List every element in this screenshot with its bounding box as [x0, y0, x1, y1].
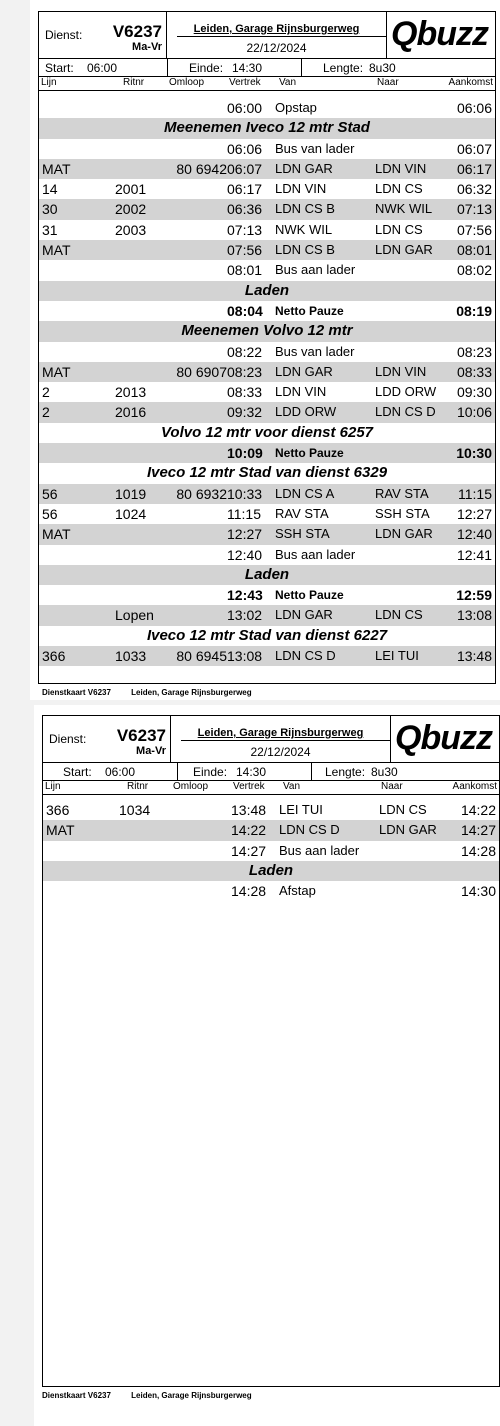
trip-row [39, 504, 495, 524]
cell-vertrek: 08:01 [227, 262, 263, 279]
cell-lijn: MAT [46, 822, 75, 839]
trip-row [39, 98, 495, 118]
cell-vertrek: 12:40 [227, 546, 263, 563]
cell-ritnr: 1034 [119, 802, 151, 818]
schedule-rows [43, 800, 499, 901]
section-title: Meenemen Iveco 12 mtr Stad [164, 119, 370, 137]
cell-vertrek: 06:00 [227, 100, 263, 116]
section-title: Laden [244, 565, 290, 583]
col-omloop: Omloop [169, 77, 205, 88]
card-header [43, 716, 499, 763]
cell-naar: LDN GAR [375, 242, 433, 258]
cell-aankomst: 14:22 [460, 802, 496, 818]
location-box [167, 12, 387, 58]
lengte-value: 8u30 [369, 61, 396, 75]
pause-row [39, 443, 495, 463]
cell-lijn: 2 [42, 404, 50, 421]
cell-vertrek: 06:07 [227, 160, 263, 177]
cell-vertrek: 14:22 [231, 822, 267, 839]
cell-vertrek: 14:28 [231, 883, 267, 900]
col-van: Van [283, 781, 301, 792]
section-title-row [39, 281, 495, 301]
times-row [39, 59, 495, 77]
cell-naar: LDN CS [375, 181, 423, 197]
col-lijn: Lijn [41, 77, 57, 88]
footer-location: Leiden, Garage Rijnsburgerweg [131, 688, 252, 697]
duty-card [42, 715, 500, 1387]
cell-van: LDN VIN [275, 181, 327, 197]
schedule-rows [39, 98, 495, 666]
cell-lijn: MAT [42, 242, 71, 259]
cell-vertrek: 12:43 [227, 587, 263, 604]
trip-row [39, 240, 495, 260]
cell-ritnr: Lopen [115, 607, 154, 624]
cell-van: Bus van lader [275, 140, 355, 156]
col-lijn: Lijn [45, 781, 61, 792]
section-title: Laden [244, 281, 290, 299]
cell-vertrek: 10:09 [227, 445, 263, 462]
cell-naar: NWK WIL [375, 201, 433, 217]
cell-van: Afstap [279, 883, 316, 899]
duty-card-page-1 [30, 0, 500, 700]
cell-naar: LDN VIN [375, 160, 427, 176]
section-title: Volvo 12 mtr voor dienst 6257 [160, 423, 374, 441]
cell-aankomst: 13:08 [456, 607, 492, 624]
trip-row [39, 179, 495, 199]
cell-naar: LDN CS D [375, 404, 436, 420]
cell-aankomst: 07:56 [456, 221, 492, 238]
cell-aankomst: 06:06 [456, 100, 492, 116]
trip-row [39, 159, 495, 179]
duty-card [38, 11, 496, 684]
trip-row [39, 382, 495, 402]
footer-dienstkaart: Dienstkaart V6237 [42, 688, 111, 697]
cell-van: LDD ORW [275, 404, 337, 420]
cell-van: RAV STA [275, 505, 329, 521]
cell-vertrek: 08:33 [227, 384, 263, 401]
cell-aankomst: 13:48 [456, 648, 492, 665]
trip-row [43, 820, 499, 840]
section-title: Iveco 12 mtr Stad van dienst 6227 [146, 626, 388, 644]
cell-vertrek: 10:33 [227, 485, 263, 502]
cell-naar: LDN CS [379, 802, 427, 817]
cell-naar: LDN CS [375, 221, 423, 237]
trip-row [43, 881, 499, 901]
cell-van: SSH STA [275, 526, 330, 542]
pause-row [39, 301, 495, 321]
cell-lijn: 56 [42, 505, 58, 522]
section-title: Meenemen Volvo 12 mtr [181, 322, 353, 340]
cell-naar: LDN GAR [375, 526, 433, 542]
trip-row [43, 841, 499, 861]
trip-row [39, 362, 495, 382]
cell-naar: SSH STA [375, 505, 430, 521]
cell-vertrek: 06:36 [227, 201, 263, 218]
cell-aankomst: 06:17 [456, 160, 492, 177]
cell-aankomst: 14:27 [460, 822, 496, 839]
cell-vertrek: 08:04 [227, 302, 263, 319]
start-value: 06:00 [105, 765, 136, 779]
col-ritnr: Ritnr [127, 781, 149, 792]
col-aankomst: Aankomst [452, 781, 497, 792]
cell-ritnr: 2002 [115, 201, 147, 218]
cell-aankomst: 14:30 [460, 883, 496, 900]
cell-aankomst: 08:01 [456, 242, 492, 259]
cell-naar: LEI TUI [375, 648, 419, 664]
cell-aankomst: 08:33 [456, 363, 492, 380]
cell-aankomst: 14:28 [460, 842, 496, 859]
cell-van: Opstap [275, 100, 317, 115]
cell-ritnr: 2016 [115, 404, 147, 421]
lengte-value: 8u30 [371, 765, 398, 779]
cell-vertrek: 13:02 [227, 607, 263, 624]
cell-lijn: 31 [42, 221, 58, 238]
cell-naar: LDD ORW [375, 384, 437, 400]
cell-van: Bus van lader [275, 343, 355, 359]
dienst-box [39, 12, 167, 58]
cell-aankomst: 09:30 [456, 384, 492, 401]
cell-van: Bus aan lader [275, 262, 356, 278]
date: 22/12/2024 [250, 745, 311, 759]
cell-vertrek: 07:56 [227, 242, 263, 259]
cell-lijn: 14 [42, 181, 58, 198]
cell-ritnr: 1019 [115, 485, 147, 502]
page-footer [42, 1391, 270, 1400]
trip-row [39, 605, 495, 625]
cell-vertrek: 09:32 [227, 404, 263, 421]
trip-row [39, 139, 495, 159]
cell-van: LDN VIN [275, 384, 327, 400]
cell-van: LDN GAR [275, 607, 333, 623]
trip-row [39, 545, 495, 565]
cell-naar: LDN CS [375, 607, 423, 623]
cell-vertrek: 13:08 [227, 648, 263, 665]
cell-aankomst: 06:07 [456, 140, 492, 157]
einde-value: 14:30 [236, 765, 267, 779]
cell-omloop: 80 6945 [176, 648, 227, 665]
lengte-label: Lengte: [323, 61, 364, 75]
page-footer [42, 688, 270, 697]
qbuzz-logo: Qbuzz [391, 15, 488, 53]
location-name: Leiden, Garage Rijnsburgerweg [193, 23, 360, 35]
cell-aankomst: 10:06 [456, 404, 492, 421]
trip-row [39, 402, 495, 422]
footer-dienstkaart: Dienstkaart V6237 [42, 1391, 111, 1400]
section-title-row [39, 423, 495, 443]
cell-vertrek: 14:27 [231, 842, 267, 859]
column-headers [43, 781, 499, 795]
section-title-row [39, 463, 495, 483]
cell-vertrek: 07:13 [227, 221, 263, 238]
trip-row [39, 220, 495, 240]
cell-ritnr: 2003 [115, 221, 147, 238]
cell-van: Bus aan lader [279, 842, 360, 858]
cell-omloop: 80 6942 [176, 160, 227, 177]
cell-ritnr: 1024 [115, 505, 147, 522]
cell-van: LDN CS A [275, 485, 335, 501]
dienst-number: V6237 [112, 22, 162, 41]
section-title: Iveco 12 mtr Stad van dienst 6329 [146, 464, 388, 482]
trip-row [39, 484, 495, 504]
days-of-week: Ma-Vr [136, 745, 166, 757]
cell-van: LDN CS B [275, 201, 335, 217]
cell-van: Netto Pauze [275, 588, 344, 603]
col-aankomst: Aankomst [448, 77, 493, 88]
dienst-box [43, 716, 171, 762]
col-naar: Naar [381, 781, 403, 792]
cell-aankomst: 08:02 [456, 262, 492, 279]
trip-row [43, 800, 499, 820]
dienst-number: V6237 [116, 726, 166, 745]
dienst-label: Dienst: [45, 28, 83, 42]
location-box [171, 716, 391, 762]
cell-van: LDN CS D [279, 822, 340, 838]
cell-van: LDN CS B [275, 242, 335, 258]
section-title-row [39, 626, 495, 646]
cell-lijn: 2 [42, 384, 50, 401]
cell-van: LDN CS D [275, 648, 336, 664]
cell-van: LDN GAR [275, 160, 333, 176]
duty-card-page-2 [34, 705, 500, 1426]
col-van: Van [279, 77, 297, 88]
days-of-week: Ma-Vr [132, 41, 162, 53]
section-title-row [39, 118, 495, 138]
cell-aankomst: 12:59 [456, 587, 492, 604]
pause-row [39, 585, 495, 605]
dienst-label: Dienst: [49, 732, 87, 746]
cell-aankomst: 12:27 [456, 505, 492, 522]
cell-aankomst: 10:30 [456, 445, 492, 462]
col-vertrek: Vertrek [229, 77, 261, 88]
qbuzz-logo: Qbuzz [395, 719, 492, 757]
start-value: 06:00 [87, 61, 118, 75]
cell-vertrek: 08:22 [227, 343, 263, 360]
start-label: Start: [45, 61, 74, 75]
cell-vertrek: 12:27 [227, 526, 263, 543]
date: 22/12/2024 [246, 41, 307, 55]
cell-aankomst: 08:19 [456, 302, 492, 319]
cell-lijn: 366 [42, 648, 66, 665]
section-title-row [39, 321, 495, 341]
cell-lijn: MAT [42, 526, 71, 543]
times-row [43, 763, 499, 781]
trip-row [39, 646, 495, 666]
cell-aankomst: 11:15 [458, 485, 492, 502]
col-vertrek: Vertrek [233, 781, 265, 792]
col-naar: Naar [377, 77, 399, 88]
cell-van: LDN GAR [275, 363, 333, 379]
cell-van: LEI TUI [279, 802, 323, 817]
cell-vertrek: 06:06 [227, 140, 263, 157]
lengte-label: Lengte: [325, 765, 366, 779]
einde-label: Einde: [193, 765, 228, 779]
section-title-row [39, 565, 495, 585]
cell-lijn: 56 [42, 485, 58, 502]
cell-lijn: 30 [42, 201, 58, 218]
footer-location: Leiden, Garage Rijnsburgerweg [131, 1391, 252, 1400]
card-header [39, 12, 495, 59]
cell-omloop: 80 6932 [176, 485, 227, 502]
cell-aankomst: 07:13 [456, 201, 492, 218]
column-headers [39, 77, 495, 91]
cell-omloop: 80 6907 [176, 363, 227, 380]
cell-aankomst: 06:32 [456, 181, 492, 198]
trip-row [39, 524, 495, 544]
col-omloop: Omloop [173, 781, 209, 792]
location-name: Leiden, Garage Rijnsburgerweg [197, 727, 364, 739]
cell-naar: LDN GAR [379, 822, 437, 838]
cell-lijn: 366 [46, 802, 70, 818]
einde-value: 14:30 [232, 61, 263, 75]
cell-vertrek: 13:48 [231, 802, 267, 818]
cell-aankomst: 08:23 [456, 343, 492, 360]
start-label: Start: [63, 765, 92, 779]
col-ritnr: Ritnr [123, 77, 145, 88]
cell-naar: RAV STA [375, 485, 429, 501]
einde-label: Einde: [189, 61, 224, 75]
cell-van: Netto Pauze [275, 446, 344, 461]
cell-naar: LDN VIN [375, 363, 427, 379]
cell-vertrek: 06:17 [227, 181, 263, 198]
section-title: Laden [248, 861, 294, 879]
cell-lijn: MAT [42, 363, 71, 380]
cell-ritnr: 2013 [115, 384, 147, 401]
cell-ritnr: 2001 [115, 181, 147, 198]
cell-vertrek: 11:15 [227, 505, 261, 522]
cell-van: Netto Pauze [275, 303, 344, 318]
cell-lijn: MAT [42, 160, 71, 177]
cell-vertrek: 08:23 [227, 363, 263, 380]
cell-van: NWK WIL [275, 221, 333, 237]
cell-ritnr: 1033 [115, 648, 147, 665]
cell-aankomst: 12:41 [456, 546, 492, 563]
cell-van: Bus aan lader [275, 546, 356, 562]
trip-row [39, 199, 495, 219]
trip-row [39, 342, 495, 362]
section-title-row [43, 861, 499, 881]
cell-aankomst: 12:40 [456, 526, 492, 543]
trip-row [39, 260, 495, 280]
